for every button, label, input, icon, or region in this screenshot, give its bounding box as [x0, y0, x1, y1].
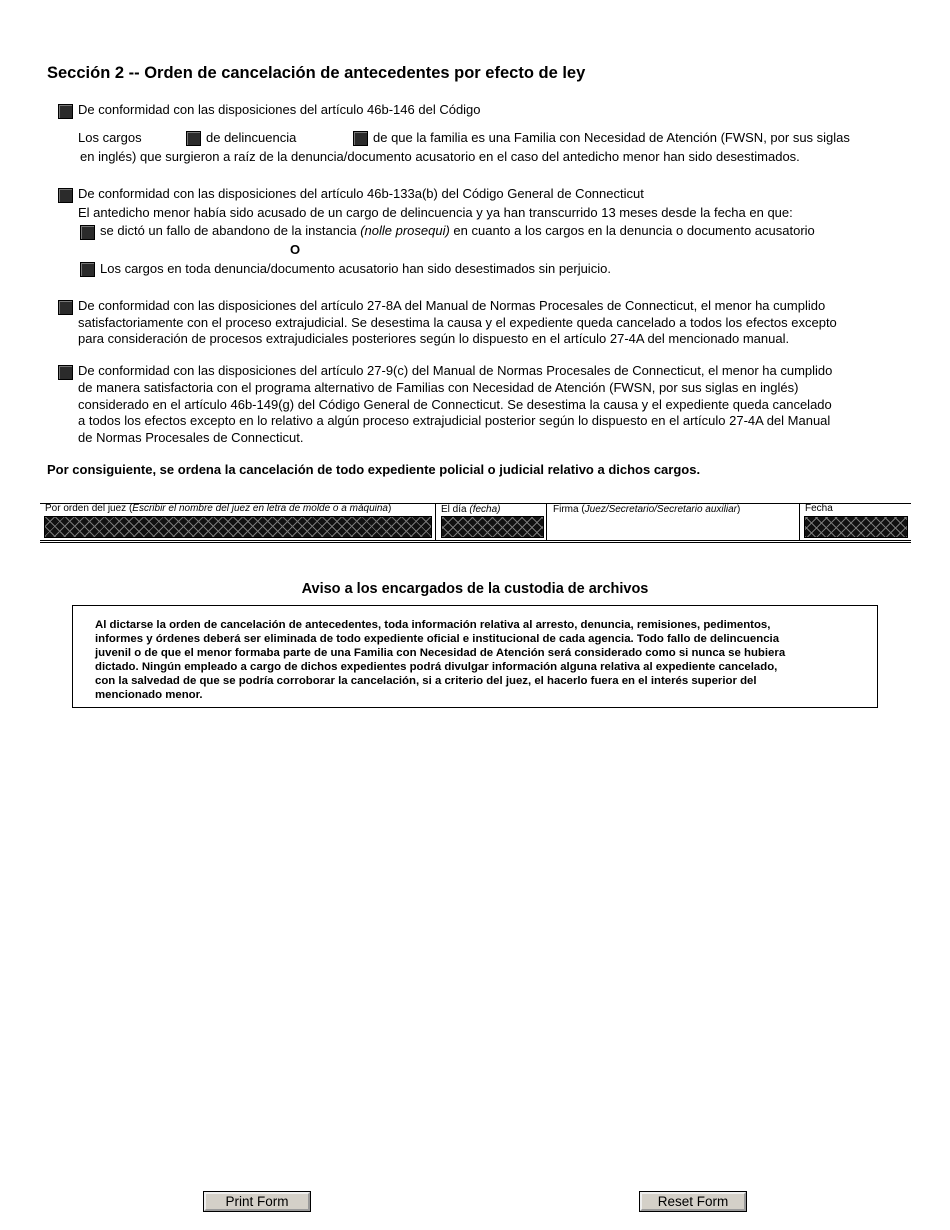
delincuencia-label: de delincuencia	[206, 130, 297, 145]
signature-label-close: )	[736, 504, 741, 515]
option-46b-146-dismissed-text: en inglés) que surgieron a raíz de la denuncia/documento acusatorio en el caso del antedicho menor han sido desestimados.	[80, 149, 800, 164]
nolle-prosequi-text	[100, 223, 815, 240]
cargos-label: Los cargos	[78, 130, 142, 145]
signature-divider	[546, 503, 547, 541]
day-hint: (fecha)	[469, 504, 501, 515]
option-46b-133a-text: De conformidad con las disposiciones del artículo 46b-133a(b) del Código General de Connecticut	[78, 186, 644, 201]
date-label: Fecha	[805, 503, 833, 514]
reset-form-button[interactable]: Reset Form	[640, 1192, 746, 1211]
print-form-button[interactable]: Print Form	[204, 1192, 310, 1211]
option-46b-146-text: De conformidad con las disposiciones del artículo 46b-146 del Código	[78, 102, 481, 117]
option-27-9c-line1: De conformidad con las disposiciones del artículo 27-9(c) del Manual de Normas Procesales de Connecticut, el menor ha cumplido	[78, 363, 833, 378]
notice-line: mencionado menor.	[95, 689, 203, 701]
day-label-text: El día	[441, 504, 470, 515]
date-field[interactable]	[804, 516, 908, 538]
signature-label-text: Firma (	[553, 504, 585, 515]
dismissed-without-prejudice-checkbox[interactable]	[80, 262, 95, 277]
signature-divider	[435, 503, 436, 541]
option-27-9c-line4: a todos los efectos excepto en lo relativo a algún proceso extrajudicial posterior según lo dispuesto en el artículo 27-4A del Manual	[78, 413, 831, 428]
fwsn-label: de que la familia es una Familia con Necesidad de Atención (FWSN, por sus siglas	[373, 130, 850, 145]
or-separator: O	[290, 242, 301, 257]
dismissed-without-prejudice-text: Los cargos en toda denuncia/documento acusatorio han sido desestimados sin perjuicio.	[100, 261, 611, 276]
notice-line: con la salvedad de que se podría corroborar la cancelación, si a criterio del juez, el hacerlo fuera en el interés superior del	[95, 675, 757, 687]
judge-name-label	[45, 503, 391, 514]
notice-title: Aviso a los encargados de la custodia de archivos	[301, 581, 649, 597]
judge-name-field[interactable]	[44, 516, 432, 538]
notice-line: juvenil o de que el menor formaba parte de una Familia con Necesidad de Atención será considerado como si nunca se hubiera	[95, 647, 786, 659]
option-46b-146-checkbox[interactable]	[58, 104, 73, 119]
option-27-9c-line3: considerado en el artículo 46b-149(g) del Código General de Connecticut. Se desestima la causa y el expediente queda cancelado	[78, 397, 832, 412]
order-statement: Por consiguiente, se ordena la cancelación de todo expediente policial o judicial relativo a dichos cargos.	[47, 462, 701, 477]
option-27-8a-line3: para consideración de procesos extrajudiciales posteriores según lo dispuesto en el artículo 27-4A del mencionado manual.	[78, 331, 790, 346]
section-title: Sección 2 -- Orden de cancelación de antecedentes por efecto de ley	[47, 64, 586, 82]
delincuencia-checkbox[interactable]	[186, 131, 201, 146]
signature-row-bottom-border	[40, 540, 911, 543]
signature-divider	[799, 503, 800, 541]
judge-name-label-text: Por orden del juez (	[45, 503, 133, 514]
nolle-prosequi-checkbox[interactable]	[80, 225, 95, 240]
option-27-8a-checkbox[interactable]	[58, 300, 73, 315]
option-27-9c-line2: de manera satisfactoria con el programa alternativo de Familias con Necesidad de Atención (FWSN, por sus siglas en inglés)	[78, 380, 799, 395]
notice-line: dictado. Ningún empleado a cargo de dichos expedientes podrá divulgar información alguna relativa al expediente cancelado,	[95, 661, 778, 673]
signature-hint: Juez/Secretario/Secretario auxiliar	[584, 504, 737, 515]
option-46b-133a-checkbox[interactable]	[58, 188, 73, 203]
judge-name-label-close: )	[387, 503, 392, 514]
day-label	[441, 504, 500, 515]
option-27-9c-checkbox[interactable]	[58, 365, 73, 380]
nolle-prosequi-text-pre: se dictó un fallo de abandono de la instancia	[100, 223, 361, 238]
notice-line: informes y órdenes deberá ser eliminada de todo expediente oficial e institucional de cada agencia. Todo fallo de delincuencia	[95, 633, 780, 645]
fwsn-checkbox[interactable]	[353, 131, 368, 146]
option-46b-133a-detail: El antedicho menor había sido acusado de un cargo de delincuencia y ya han transcurrido 13 meses desde la fecha en que:	[78, 205, 793, 220]
option-27-9c-line5: de Normas Procesales de Connecticut.	[78, 430, 304, 445]
day-date-field[interactable]	[441, 516, 544, 538]
judge-name-hint: Escribir el nombre del juez en letra de molde o a máquina	[132, 503, 388, 514]
signature-label	[553, 504, 740, 515]
option-27-8a-line2: satisfactoriamente con el proceso extrajudicial. Se desestima la causa y el expediente queda cancelado a todos los efectos excepto	[78, 315, 837, 330]
nolle-prosequi-latin: (nolle prosequi)	[360, 223, 450, 238]
option-27-8a-line1: De conformidad con las disposiciones del artículo 27-8A del Manual de Normas Procesales de Connecticut, el menor ha cumplido	[78, 298, 826, 313]
notice-box	[72, 605, 878, 708]
nolle-prosequi-text-post: en cuanto a los cargos en la denuncia o documento acusatorio	[449, 223, 815, 238]
notice-line: Al dictarse la orden de cancelación de antecedentes, toda información relativa al arresto, denuncia, remisiones, pedimentos,	[95, 619, 771, 631]
